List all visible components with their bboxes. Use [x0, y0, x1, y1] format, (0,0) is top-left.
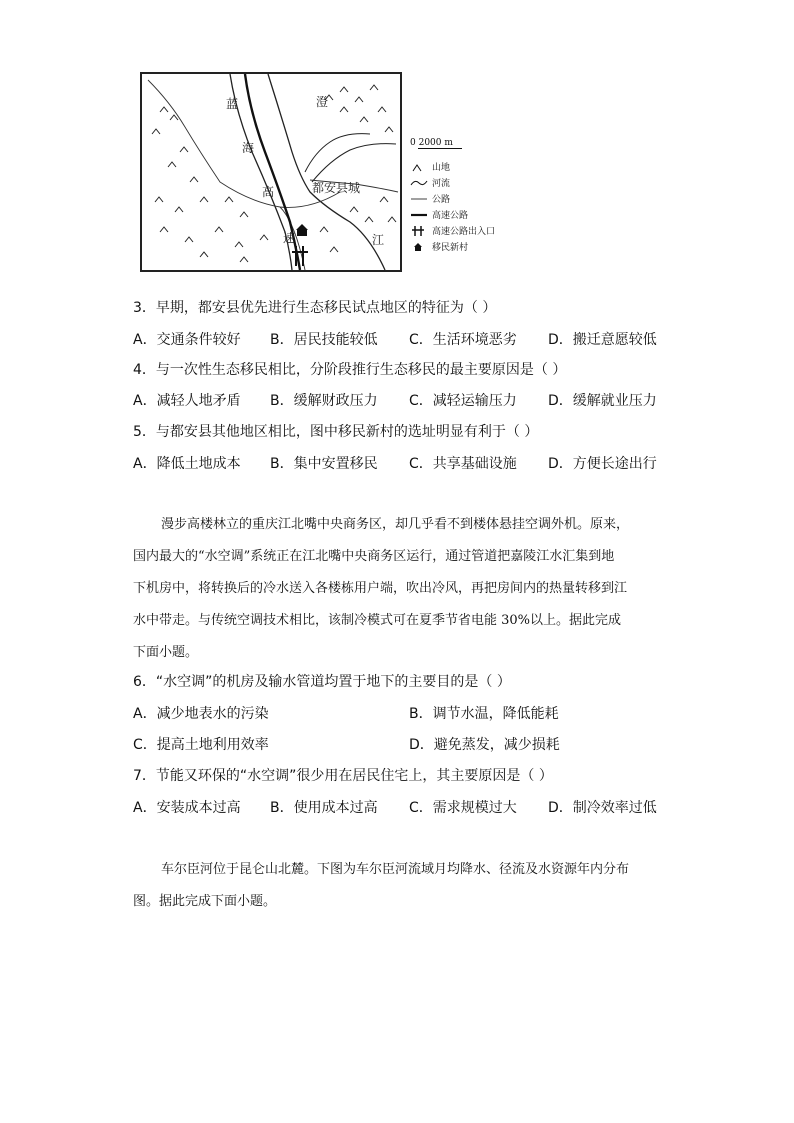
q3-option-b[interactable]: B．居民技能较低 — [270, 332, 378, 348]
passage-line: 车尔臣河位于昆仑山北麓。下图为车尔臣河流域月均降水、径流及水资源年内分布 — [161, 862, 630, 877]
q5-option-c[interactable]: C．共享基础设施 — [409, 456, 517, 472]
q4-option-d[interactable]: D．缓解就业压力 — [548, 393, 657, 409]
passage-line: 下面小题。 — [133, 645, 199, 660]
q3-option-a[interactable]: A．交通条件较好 — [133, 332, 241, 348]
mountain-icon — [410, 162, 428, 172]
legend-item-village: 移民新村 — [410, 240, 468, 253]
map-label-cheng: 澄 — [316, 95, 329, 109]
highway-exit-icon — [410, 226, 428, 236]
passage-line: 图。据此完成下面小题。 — [133, 894, 277, 909]
map-label-jiang: 江 — [372, 233, 385, 247]
map-label-lan: 蓝 — [226, 97, 239, 111]
q6-option-d[interactable]: D．避免蒸发，减少损耗 — [409, 737, 560, 753]
question-6: 6．“水空调”的机房及输水管道均置于地下的主要目的是（ ） — [133, 674, 511, 690]
question-5: 5．与都安县其他地区相比，图中移民新村的选址明显有利于（ ） — [133, 424, 539, 440]
q7-option-c[interactable]: C．需求规模过大 — [409, 800, 517, 816]
question-4: 4．与一次性生态移民相比，分阶段推行生态移民的最主要原因是（ ） — [133, 362, 567, 378]
legend-item-highway-exit: 高速公路出入口 — [410, 224, 495, 237]
map-legend — [410, 138, 540, 258]
passage-line: 国内最大的“水空调”系统正在江北嘴中央商务区运行，通过管道把嘉陵江水汇集到地 — [133, 549, 615, 564]
q7-option-d[interactable]: D．制冷效率过低 — [548, 800, 657, 816]
question-3: 3．早期，都安县优先进行生态移民试点地区的特征为（ ） — [133, 300, 497, 316]
legend-item-road: 公路 — [410, 192, 450, 205]
highway-icon — [410, 210, 428, 220]
q4-option-c[interactable]: C．减轻运输压力 — [409, 393, 517, 409]
q5-option-b[interactable]: B．集中安置移民 — [270, 456, 378, 472]
q5-option-a[interactable]: A．降低土地成本 — [133, 456, 241, 472]
map-frame — [141, 73, 401, 271]
map-svg — [140, 72, 402, 272]
map-label-gao: 高 — [262, 185, 275, 199]
map-label-hai: 海 — [242, 141, 255, 155]
map-figure — [140, 72, 402, 272]
legend-item-river: 河流 — [410, 176, 450, 189]
q3-option-d[interactable]: D．搬迁意愿较低 — [548, 332, 657, 348]
passage-line: 漫步高楼林立的重庆江北嘴中央商务区，却几乎看不到楼体悬挂空调外机。原来， — [161, 517, 630, 532]
q6-option-c[interactable]: C．提高土地利用效率 — [133, 737, 269, 753]
q6-option-a[interactable]: A．减少地表水的污染 — [133, 706, 269, 722]
scale-bar: 0 2000 m — [410, 138, 453, 148]
q4-option-a[interactable]: A．减轻人地矛盾 — [133, 393, 241, 409]
legend-item-mountain: 山地 — [410, 160, 450, 173]
q3-option-c[interactable]: C．生活环境恶劣 — [409, 332, 517, 348]
legend-item-highway: 高速公路 — [410, 208, 468, 221]
map-label-su: 速 — [283, 231, 296, 245]
road-icon — [410, 194, 428, 204]
q4-option-b[interactable]: B．缓解财政压力 — [270, 393, 378, 409]
river-icon — [410, 178, 428, 188]
q6-option-b[interactable]: B．调节水温，降低能耗 — [409, 706, 559, 722]
q7-option-b[interactable]: B．使用成本过高 — [270, 800, 378, 816]
q5-option-d[interactable]: D．方便长途出行 — [548, 456, 657, 472]
passage-line: 下机房中，将转换后的冷水送入各楼栋用户端，吹出冷风，再把房间内的热量转移到江 — [133, 581, 628, 596]
question-7: 7．节能又环保的“水空调”很少用在居民住宅上，其主要原因是（ ） — [133, 768, 553, 784]
map-label-county: 都安县城 — [312, 181, 361, 195]
village-icon — [410, 242, 428, 252]
passage-line: 水中带走。与传统空调技术相比，该制冷模式可在夏季节省电能 30%以上。据此完成 — [133, 613, 622, 628]
q7-option-a[interactable]: A．安装成本过高 — [133, 800, 241, 816]
